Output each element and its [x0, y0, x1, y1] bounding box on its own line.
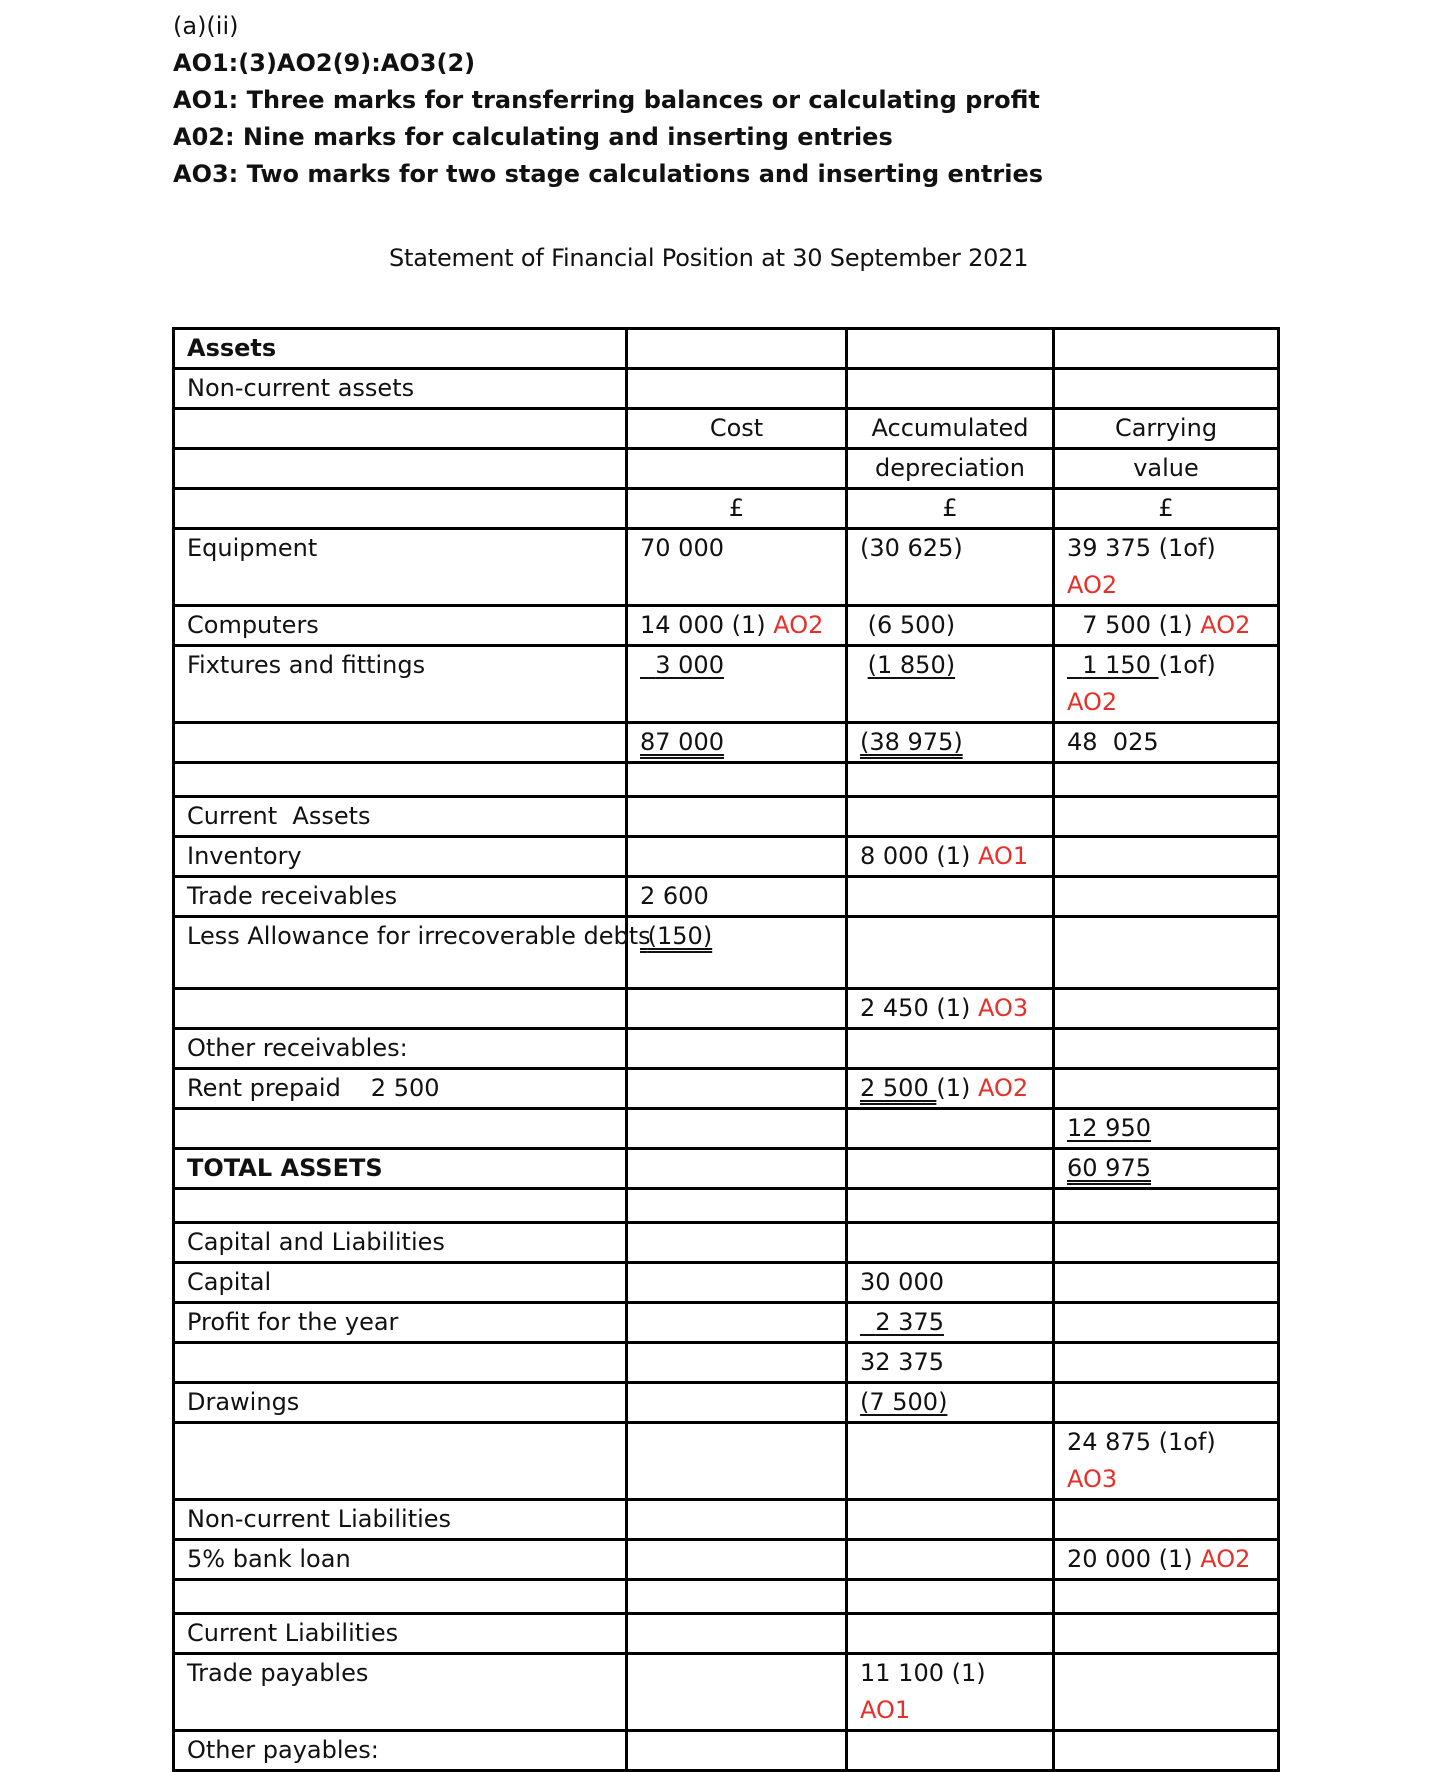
- drawings-value: (7 500): [847, 1383, 1054, 1423]
- mark-badge: AO2: [1200, 1545, 1251, 1573]
- profit-value: 2 375: [847, 1303, 1054, 1343]
- other-payables-heading: Other payables:: [174, 1731, 627, 1771]
- mark-badge: AO3: [977, 994, 1029, 1022]
- table-row: [174, 1303, 1279, 1343]
- table-row: [174, 329, 1279, 369]
- mark-badge: AO2: [773, 611, 824, 639]
- table-row: [174, 529, 1279, 606]
- inventory-value: 8 000 (1) AO1: [847, 837, 1054, 877]
- equipment-cv: 39 375 (1of) AO2: [1054, 529, 1279, 606]
- statement-title: Statement of Financial Position at 30 September 2021: [389, 244, 1029, 272]
- current-liabilities-heading: Current Liabilities: [174, 1614, 627, 1654]
- assets-heading: Assets: [174, 329, 627, 369]
- computers-dep: (6 500): [847, 606, 1054, 646]
- table-row: [174, 837, 1279, 877]
- trade-payables-label: Trade payables: [174, 1654, 627, 1731]
- currency-cv: £: [1054, 489, 1279, 529]
- nca-total-dep: (38 975): [847, 723, 1054, 763]
- table-row: [174, 449, 1279, 489]
- acc-dep-header: Accumulated: [847, 409, 1054, 449]
- table-row: [174, 1343, 1279, 1383]
- current-assets-heading: Current Assets: [174, 797, 627, 837]
- table-row: [174, 1580, 1279, 1614]
- table-row: [174, 1423, 1279, 1500]
- computers-cv: 7 500 (1) AO2: [1054, 606, 1279, 646]
- table-row: [174, 989, 1279, 1029]
- marks-summary: AO1:(3)AO2(9):AO3(2): [173, 49, 476, 77]
- table-row: [174, 1500, 1279, 1540]
- financial-position-table: [172, 327, 1280, 1772]
- table-row: [174, 1069, 1279, 1109]
- table-row: [174, 723, 1279, 763]
- inventory-label: Inventory: [174, 837, 627, 877]
- table-row: [174, 1149, 1279, 1189]
- table-row: [174, 489, 1279, 529]
- equipment-cost: 70 000: [627, 529, 847, 606]
- capital-subtotal: 32 375: [847, 1343, 1054, 1383]
- mark-badge: AO2: [1067, 688, 1118, 716]
- table-row: [174, 646, 1279, 723]
- rent-prepaid-value: 2 500 (1) AO2: [847, 1069, 1054, 1109]
- mark-badge: AO1: [977, 842, 1029, 870]
- mark-badge: AO2: [977, 1074, 1029, 1102]
- table-row: [174, 1029, 1279, 1069]
- cost-header: Cost: [627, 409, 847, 449]
- table-row: [174, 369, 1279, 409]
- mark-badge: AO2: [1067, 571, 1118, 599]
- question-part: (a)(ii): [173, 12, 239, 40]
- mark-badge: AO1: [860, 1696, 911, 1724]
- allowance-label: Less Allowance for irrecoverable debts: [174, 917, 627, 989]
- profit-label: Profit for the year: [174, 1303, 627, 1343]
- computers-label: Computers: [174, 606, 627, 646]
- bank-loan-value: 20 000 (1) AO2: [1054, 1540, 1279, 1580]
- current-assets-total: 12 950: [1054, 1109, 1279, 1149]
- closing-capital-value: 24 875 (1of) AO3: [1054, 1423, 1279, 1500]
- table-row: [174, 1731, 1279, 1771]
- table-row: [174, 1383, 1279, 1423]
- other-receivables-heading: Other receivables:: [174, 1029, 627, 1069]
- allowance-value: (150): [627, 917, 847, 989]
- total-assets-value: 60 975: [1054, 1149, 1279, 1189]
- table-row: [174, 1654, 1279, 1731]
- acc-dep-header-2: depreciation: [847, 449, 1054, 489]
- nca-total-cv: 48 025: [1054, 723, 1279, 763]
- capital-liabilities-heading: Capital and Liabilities: [174, 1223, 627, 1263]
- total-assets-label: TOTAL ASSETS: [174, 1149, 627, 1189]
- table-row: [174, 606, 1279, 646]
- fixtures-dep: (1 850): [847, 646, 1054, 723]
- trade-payables-value: 11 100 (1) AO1: [847, 1654, 1054, 1731]
- marking-header: [173, 8, 1043, 193]
- non-current-liabilities-heading: Non-current Liabilities: [174, 1500, 627, 1540]
- non-current-assets-heading: Non-current assets: [174, 369, 627, 409]
- equipment-dep: (30 625): [847, 529, 1054, 606]
- currency-cost: £: [627, 489, 847, 529]
- table-row: [174, 917, 1279, 989]
- mark-badge: AO2: [1200, 611, 1251, 639]
- table-row: [174, 1189, 1279, 1223]
- drawings-label: Drawings: [174, 1383, 627, 1423]
- ao3-criteria: AO3: Two marks for two stage calculations and inserting entries: [173, 160, 1043, 188]
- nca-total-cost: 87 000: [627, 723, 847, 763]
- ao1-criteria: AO1: Three marks for transferring balances or calculating profit: [173, 86, 1040, 114]
- trade-receivables-value: 2 600: [627, 877, 847, 917]
- table-row: [174, 1263, 1279, 1303]
- fixtures-cv: 1 150 (1of) AO2: [1054, 646, 1279, 723]
- carrying-header: Carrying: [1054, 409, 1279, 449]
- ao2-criteria: A02: Nine marks for calculating and inserting entries: [173, 123, 893, 151]
- currency-dep: £: [847, 489, 1054, 529]
- net-receivables-value: 2 450 (1) AO3: [847, 989, 1054, 1029]
- fixtures-label: Fixtures and fittings: [174, 646, 627, 723]
- computers-cost: 14 000 (1) AO2: [627, 606, 847, 646]
- table-row: [174, 1540, 1279, 1580]
- bank-loan-label: 5% bank loan: [174, 1540, 627, 1580]
- mark-badge: AO3: [1067, 1465, 1118, 1493]
- table-row: [174, 877, 1279, 917]
- table-row: [174, 1614, 1279, 1654]
- rent-prepaid-label: Rent prepaid 2 500: [174, 1069, 627, 1109]
- trade-receivables-label: Trade receivables: [174, 877, 627, 917]
- fixtures-cost: 3 000: [627, 646, 847, 723]
- equipment-label: Equipment: [174, 529, 627, 606]
- table-row: [174, 1223, 1279, 1263]
- carrying-header-2: value: [1054, 449, 1279, 489]
- table-row: [174, 797, 1279, 837]
- table-row: [174, 409, 1279, 449]
- capital-label: Capital: [174, 1263, 627, 1303]
- table-row: [174, 1109, 1279, 1149]
- table-row: [174, 763, 1279, 797]
- capital-value: 30 000: [847, 1263, 1054, 1303]
